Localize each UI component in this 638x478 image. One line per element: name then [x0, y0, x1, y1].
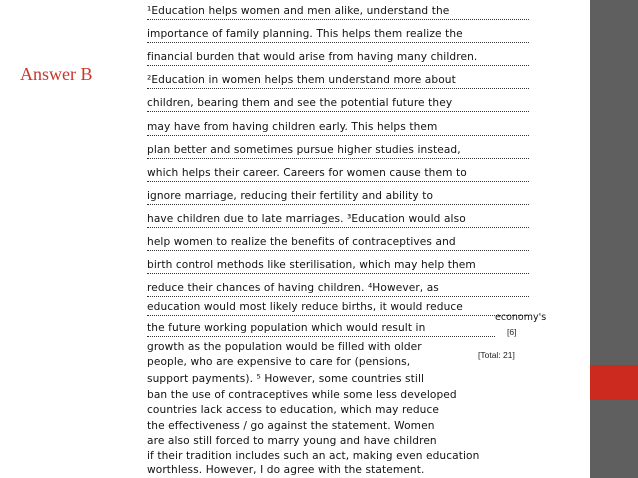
- answer-line: if their tradition includes such an act, making even education: [147, 450, 480, 462]
- answer-line: ignore marriage, reducing their fertility and ability to: [147, 189, 529, 205]
- answer-line: children, bearing them and see the potential future they: [147, 96, 529, 112]
- answer-line: financial burden that would arise from having many children.: [147, 50, 529, 66]
- answer-line: have children due to late marriages. ³Education would also: [147, 212, 529, 228]
- answer-line: education would most likely reduce births, it would reduce: [147, 300, 529, 316]
- answer-line: are also still forced to marry young and have children: [147, 435, 437, 447]
- answer-line: countries lack access to education, which may reduce: [147, 404, 440, 416]
- handwritten-answer-sheet: [135, 0, 547, 478]
- answer-line: which helps their career. Careers for women cause them to: [147, 166, 529, 182]
- answer-line: importance of family planning. This helps them realize the: [147, 27, 529, 43]
- answer-line: the future working population which would result in: [147, 321, 495, 337]
- answer-line: ²Education in women helps them understand more about: [147, 73, 529, 89]
- answer-line: people, who are expensive to care for (pensions,: [147, 356, 411, 368]
- answer-line: birth control methods like sterilisation, which may help them: [147, 258, 529, 274]
- answer-line: ¹Education helps women and men alike, understand the: [147, 4, 529, 20]
- right-accent-block: [590, 365, 638, 400]
- answer-line: help women to realize the benefits of contraceptives and: [147, 235, 529, 251]
- answer-line: the effectiveness / go against the statement. Women: [147, 420, 435, 432]
- slide-title: Answer B: [20, 64, 93, 84]
- answer-line: worthless. However, I do agree with the statement.: [147, 464, 425, 476]
- part-marks: [6]: [507, 327, 517, 337]
- inserted-word: economy's: [495, 312, 547, 323]
- answer-line: growth as the population would be filled with older: [147, 341, 422, 353]
- right-side-bar: [590, 0, 638, 478]
- answer-line: may have from having children early. This helps them: [147, 120, 529, 136]
- answer-line: plan better and sometimes pursue higher studies instead,: [147, 143, 529, 159]
- answer-line: support payments). ⁵ However, some countries still: [147, 373, 425, 385]
- answer-line: reduce their chances of having children. ⁴However, as: [147, 281, 529, 297]
- answer-line: ban the use of contraceptives while some less developed: [147, 389, 457, 401]
- total-marks: [Total: 21]: [478, 350, 515, 360]
